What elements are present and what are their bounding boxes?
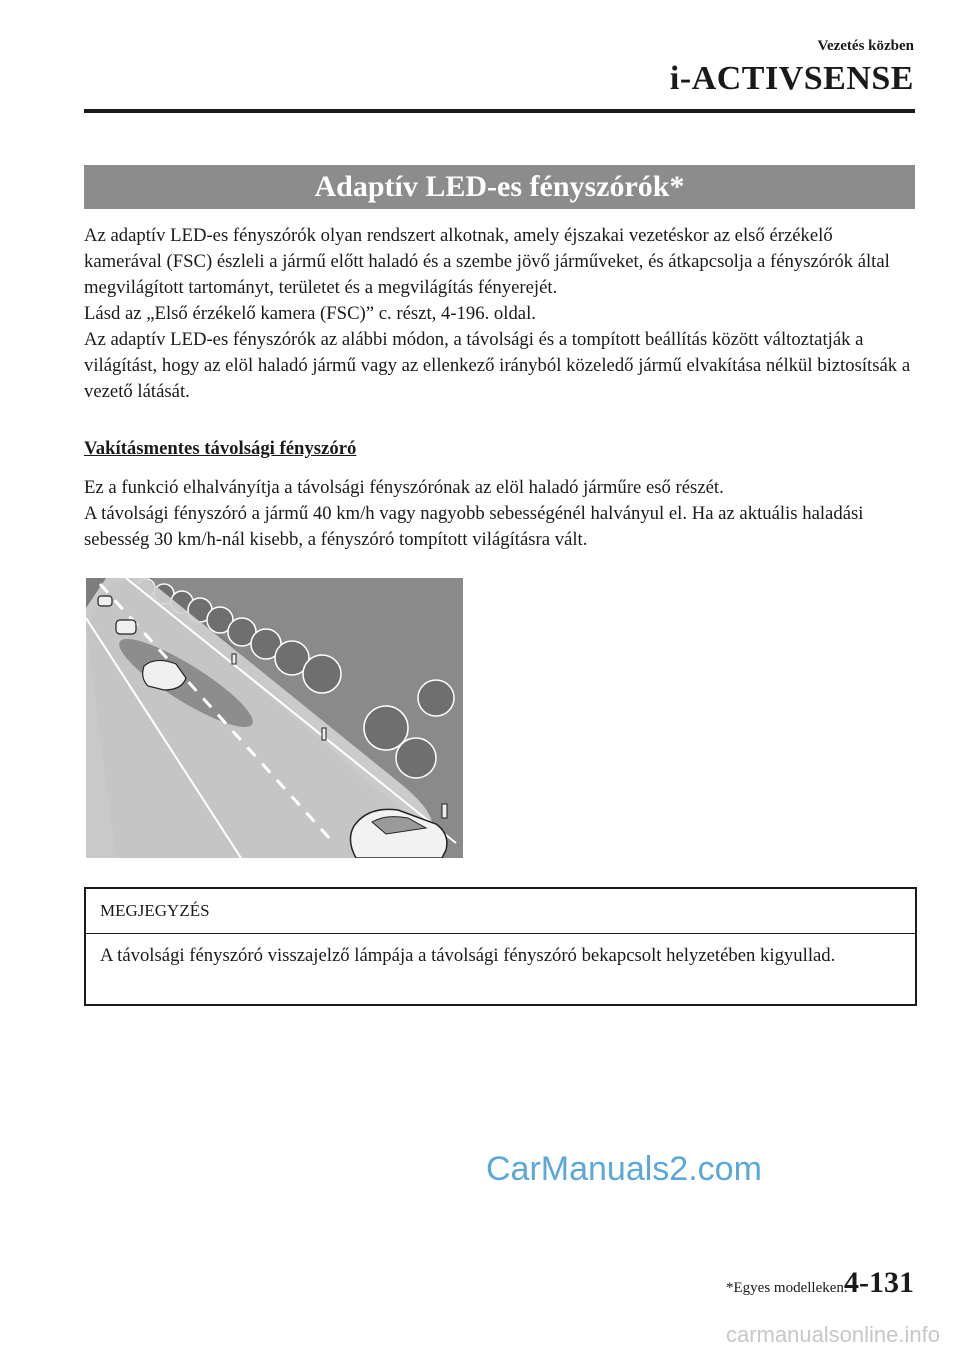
sub-paragraph-2: A távolsági fényszóró a jármű 40 km/h vagy nagyobb sebességénél halványul el. Ha az aktuális haladási sebesség 30 km/h-nál kisebb, a fényszóró tompított világításra vált. [84,503,864,550]
chapter-title: i-ACTIVSENSE [669,60,914,97]
note-text: A távolsági fényszóró visszajelző lámpája a távolsági fényszóró bekapcsolt helyzetében kigyullad. [100,945,836,966]
headlight-illustration [86,578,463,858]
paragraph-1: Az adaptív LED-es fényszórók olyan rendszert alkotnak, amely éjszakai vezetéskor az első érzékelő kamerával (FSC) észleli a jármű előtt haladó és a szembe jövő járműveket, és átkapcsolja a fényszórók által megvilágított tartományt, területet és a megvilágítás fényerejét. [84,225,890,298]
section-label: Vezetés közben [817,38,914,54]
intro-paragraph [84,223,915,405]
footnote: *Egyes modelleken. [726,1280,848,1296]
header-rule [84,109,915,113]
sub-paragraph-1: Ez a funkció elhalványítja a távolsági fényszórónak az elöl haladó járműre eső részét. [84,477,724,498]
road-scene-drawing [86,578,463,858]
paragraph-3: Az adaptív LED-es fényszórók az alábbi módon, a távolsági és a tompított beállítás között változtatják a világítást, hogy az elöl haladó jármű vagy az ellenkező irányból közeledő jármű elvakítása nélkül biztosítsák a vezető látását. [84,329,911,402]
page-number: 4-131 [844,1266,914,1299]
watermark-bottom: carmanualsonline.info [725,1322,940,1347]
paragraph-2: Lásd az „Első érzékelő kamera (FSC)” c. részt, 4-196. oldal. [84,303,536,324]
subsection-title: Vakításmentes távolsági fényszóró [84,438,357,459]
note-header [86,889,915,934]
subsection-paragraph [84,475,915,553]
watermark: CarManuals2.com [486,1150,762,1188]
note-title: MEGJEGYZÉS [100,901,210,920]
note-box [84,887,917,1006]
section-banner: Adaptív LED-es fényszórók* [84,165,915,209]
